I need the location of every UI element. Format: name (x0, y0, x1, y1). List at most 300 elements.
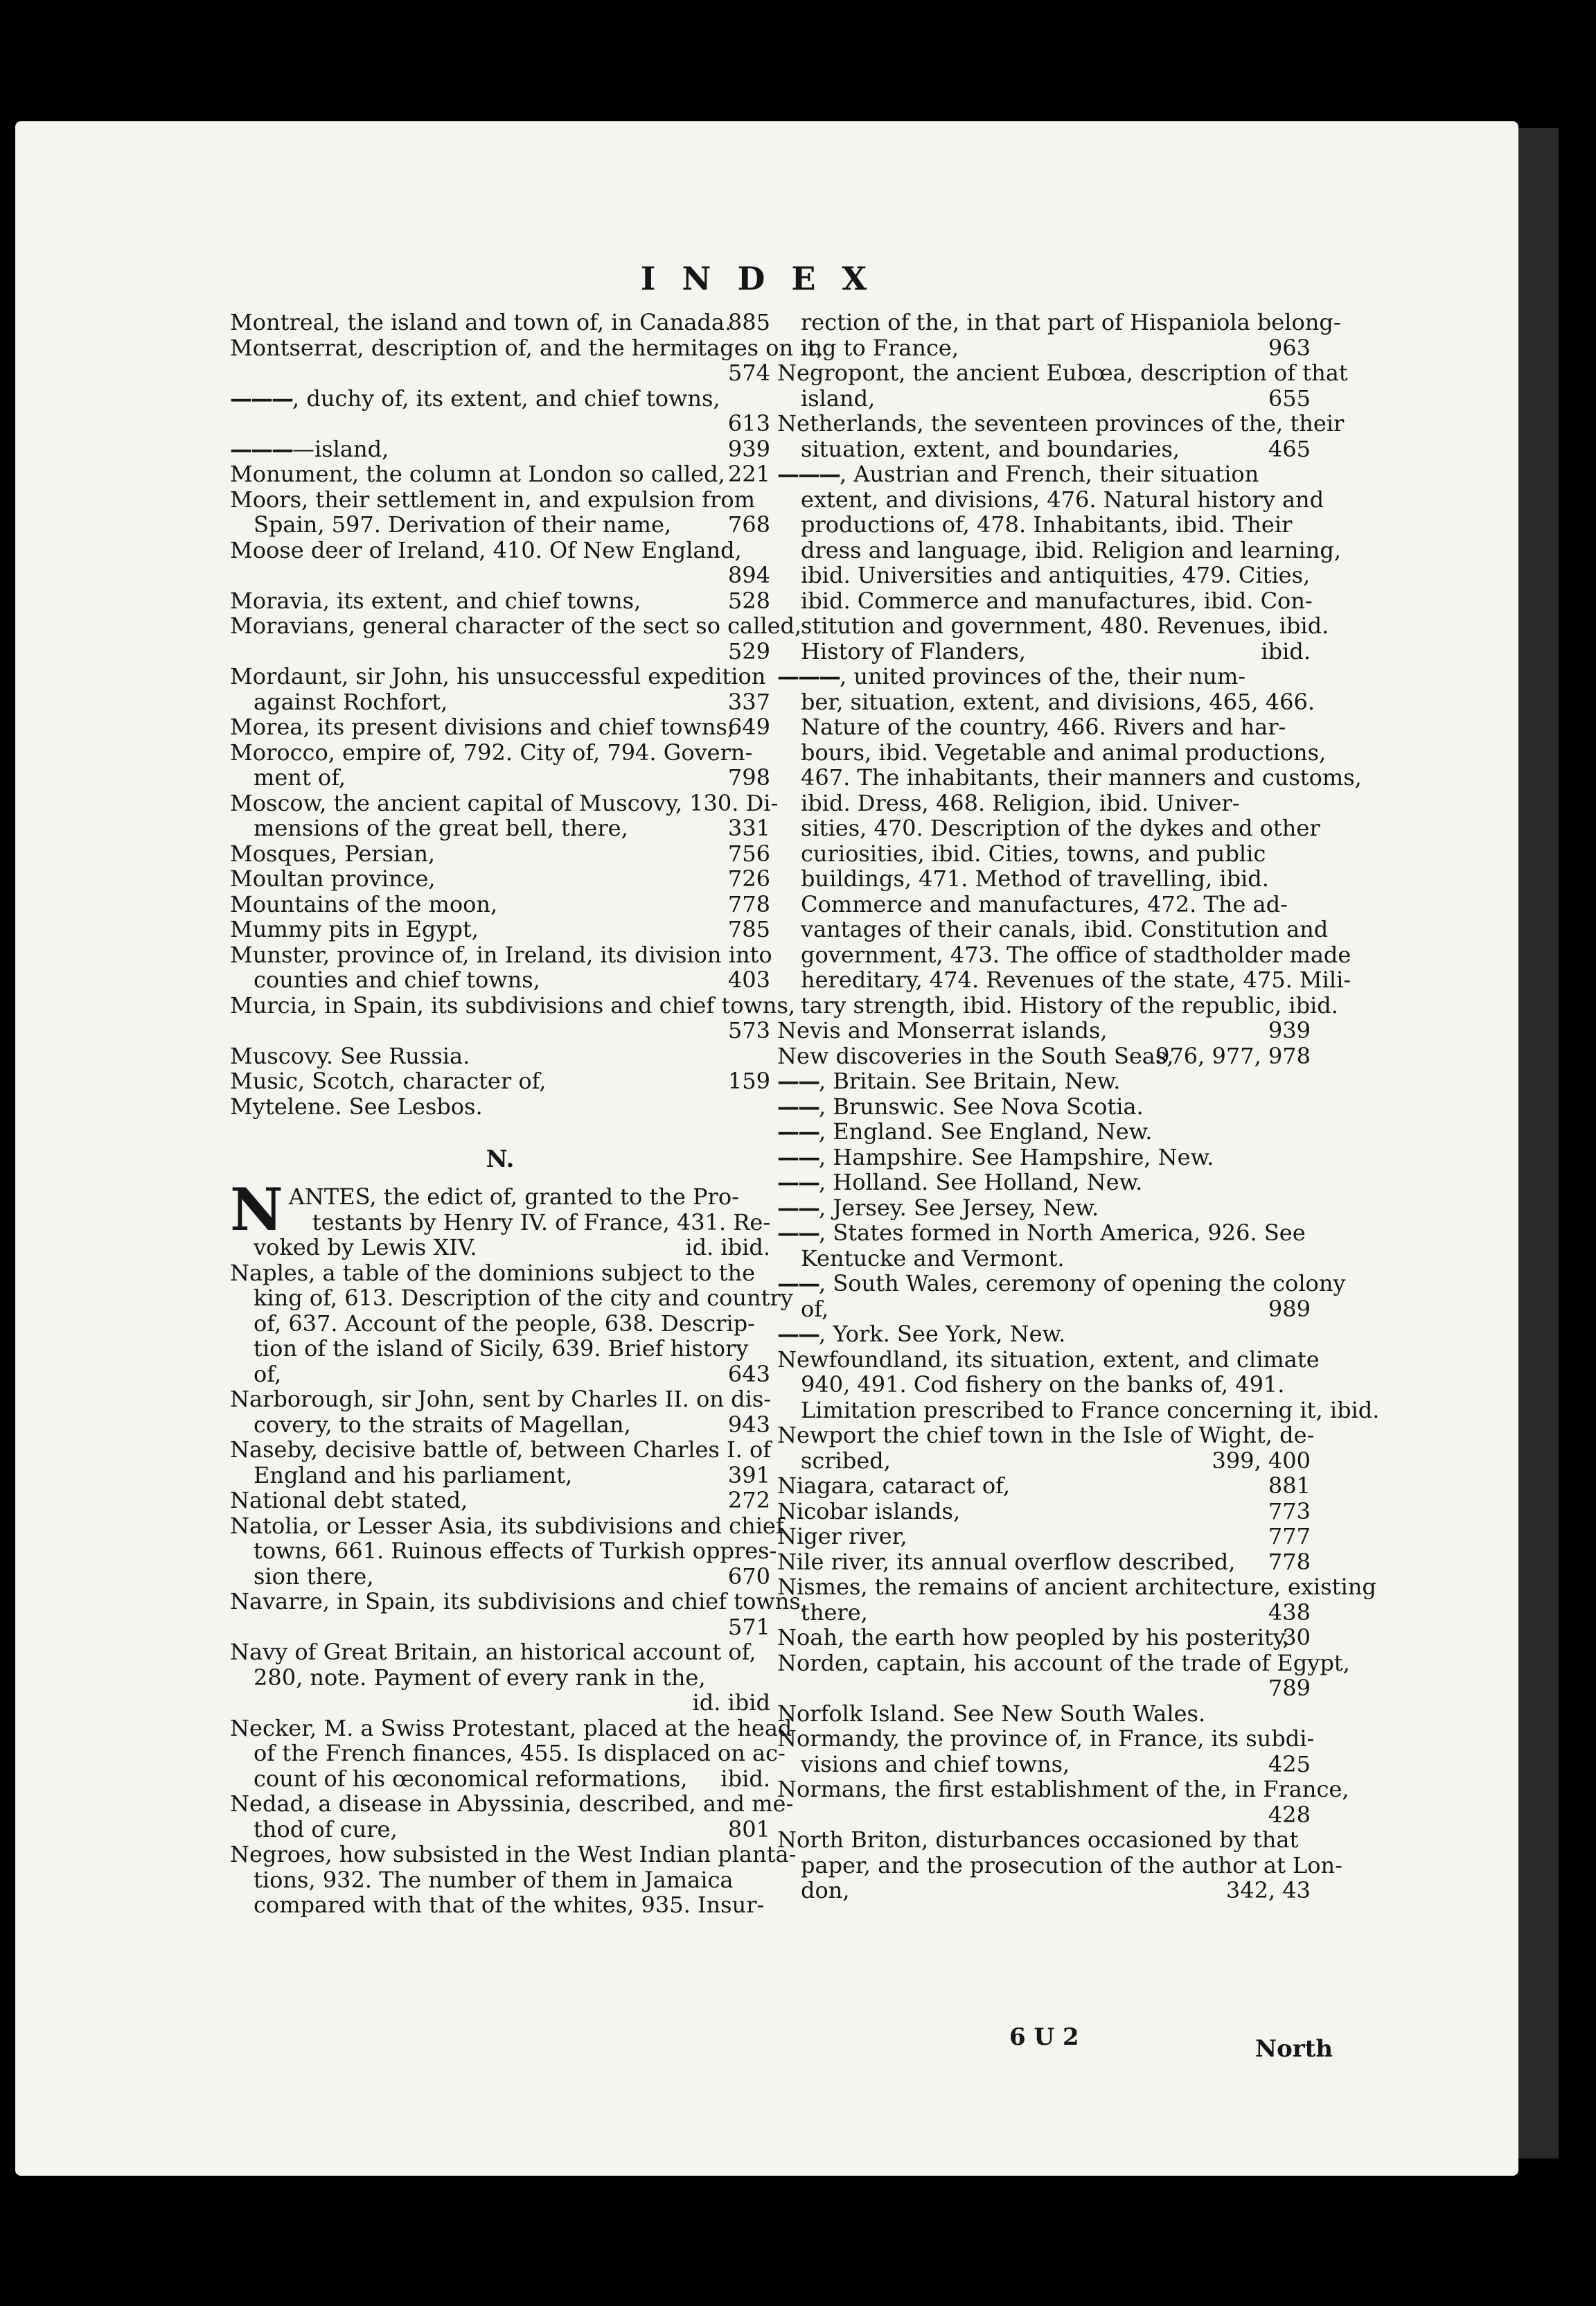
entry-text: counties and chief towns, (254, 967, 540, 993)
index-entry (230, 1512, 784, 1539)
entry-dash: ——— (777, 663, 840, 689)
index-entry (777, 1246, 1311, 1271)
entry-text: island, (801, 385, 876, 412)
entry-text: government, 473. The office of stadtholder made (801, 941, 1351, 968)
index-page-ref: 574 (727, 360, 770, 386)
entry-text (777, 1068, 1304, 1094)
entry-page-ref: 798 (727, 764, 770, 791)
entry-text-part: , Hampshire. See Hampshire, New. (819, 1143, 1214, 1170)
index-entry (230, 588, 770, 614)
entry-text: paper, and the prosecution of the author at Lon- (801, 1851, 1342, 1878)
entry-text-part: , duchy of, its extent, and chief towns, (292, 385, 720, 412)
entry-text: tions, 932. The number of them in Jamaica (254, 1866, 734, 1893)
entry-text: North Briton, disturbances occasioned by that (777, 1827, 1299, 1853)
entry-text: covery, to the straits of Magellan, (254, 1411, 631, 1438)
entry-text: ing to France, (801, 334, 959, 361)
index-entry (777, 739, 1327, 766)
entry-text-part: , Britain. See Britain, New. (819, 1068, 1121, 1094)
entry-page-ref: 885 (727, 309, 770, 335)
entry-text: there, (801, 1599, 868, 1626)
entry-text: vantages of their canals, ibid. Constitution and (801, 916, 1329, 942)
entry-text: 280, note. Payment of every rank in the, (254, 1664, 706, 1691)
right-column (777, 309, 1380, 1903)
entry-text: ber, situation, extent, and divisions, 465, 466. (801, 688, 1315, 715)
entry-page-ref: id. ibid. (685, 1234, 770, 1260)
entry-page-ref: 670 (727, 1563, 770, 1590)
entry-text: Newfoundland, its situation, extent, and climate (777, 1346, 1320, 1373)
index-entry (777, 1396, 1380, 1423)
entry-text (777, 1220, 1304, 1246)
index-entry (230, 1362, 770, 1387)
entry-text: productions of, 478. Inhabitants, ibid. Their (801, 511, 1293, 538)
index-entry (230, 1538, 777, 1564)
index-entry (777, 688, 1315, 715)
index-entry (777, 1018, 1311, 1044)
index-entry (777, 410, 1345, 437)
index-entry (777, 1574, 1376, 1600)
index-page-ref: 894 (727, 562, 770, 588)
index-entry (230, 689, 770, 715)
entry-text: Nicobar islands, (777, 1497, 961, 1524)
index-entry (230, 386, 770, 412)
index-entry (230, 1412, 770, 1438)
entry-text-part: , York. See York, New. (819, 1321, 1066, 1347)
entry-text (777, 664, 1304, 689)
entry-page-ref: 342, 43 (1225, 1877, 1311, 1903)
entry-text: mensions of the great bell, there, (254, 815, 628, 841)
index-entry (777, 1851, 1342, 1878)
index-entry (230, 714, 770, 740)
entry-text: Moravians, general character of the sect so called, (230, 613, 802, 639)
index-entry (777, 1422, 1315, 1448)
index-entry (230, 740, 770, 766)
entry-page-ref: 272 (727, 1487, 770, 1513)
entry-dash: —— (777, 1068, 819, 1094)
entry-text: 940, 491. Cod fishery on the banks of, 491. (801, 1371, 1285, 1398)
entry-page-ref: 726 (727, 865, 770, 892)
index-entry (230, 992, 796, 1019)
index-entry (777, 1625, 1311, 1651)
index-entry (230, 1488, 770, 1513)
entry-dash: —— (777, 1169, 819, 1195)
entry-text (230, 437, 721, 462)
entry-text: compared with that of the whites, 935. Insur- (254, 1892, 765, 1918)
entry-page-ref: 976, 977, 978 (1155, 1042, 1311, 1069)
index-entry (230, 487, 770, 513)
index-entry (777, 1346, 1320, 1373)
index-entry (230, 866, 770, 892)
index-entry (777, 1145, 1311, 1170)
entry-dash: —— (777, 1270, 819, 1296)
entry-text: ibid. Commerce and manufactures, ibid. Con- (801, 587, 1313, 614)
entry-text: buildings, 471. Method of travelling, ibid. (801, 865, 1269, 892)
entry-text: curiosities, ibid. Cities, towns, and public (801, 840, 1266, 867)
index-entry (777, 1701, 1311, 1727)
entry-text: Mordaunt, sir John, his unsuccessful expedition (230, 663, 766, 689)
entry-text (777, 1119, 1304, 1145)
entry-text-part: , England. See England, New. (819, 1118, 1153, 1145)
adjacent-page-edge (1517, 128, 1559, 2158)
entry-text: sion there, (254, 1563, 374, 1590)
entry-page-ref: 331 (727, 815, 770, 841)
index-entry (777, 536, 1341, 563)
index-entry (230, 1437, 770, 1463)
index-entry (777, 437, 1311, 462)
entry-text: of, (254, 1360, 282, 1387)
entry-text: dress and language, ibid. Religion and learning, (801, 536, 1341, 563)
index-entry (230, 1892, 770, 1918)
entry-text: stitution and government, 480. Revenues, ibid. (801, 613, 1329, 639)
index-entry (230, 310, 770, 335)
entry-text: situation, extent, and boundaries, (801, 435, 1180, 462)
entry-text: Mountains of the moon, (230, 890, 498, 917)
index-entry (230, 967, 770, 993)
entry-text: Necker, M. a Swiss Protestant, placed at the head (230, 1714, 792, 1741)
index-entry (230, 1463, 770, 1488)
index-entry (777, 1827, 1311, 1853)
index-entry (777, 791, 1311, 816)
entry-text: Moors, their settlement in, and expulsion from (230, 486, 755, 513)
index-entry (230, 892, 770, 917)
index-entry (230, 765, 770, 791)
index-entry (777, 1600, 1311, 1626)
entry-page-ref: 221 (727, 461, 770, 487)
entry-text: New discoveries in the South Seas, (777, 1042, 1174, 1069)
index-entry (777, 1776, 1349, 1802)
index-entry (777, 1499, 1311, 1524)
entry-page-ref: 778 (727, 890, 770, 917)
entry-page-ref: 989 (1268, 1295, 1311, 1322)
entry-page-ref: 465 (1268, 435, 1311, 462)
entry-text: Narborough, sir John, sent by Charles II. on dis- (230, 1386, 772, 1412)
entry-text: Spain, 597. Derivation of their name, (254, 511, 672, 538)
entry-page-ref: 30 (1282, 1624, 1311, 1651)
index-entry (230, 1841, 797, 1867)
entry-text: Newport the chief town in the Isle of Wight, de- (777, 1422, 1315, 1448)
entry-text: Noah, the earth how peopled by his posterity, (777, 1624, 1290, 1651)
entry-page-ref: 399, 400 (1212, 1447, 1311, 1474)
entry-text: Kentucke and Vermont. (801, 1244, 1065, 1271)
index-entry (230, 1766, 770, 1792)
entry-page-ref: 939 (727, 435, 770, 462)
entry-page-ref: 425 (1268, 1750, 1311, 1777)
index-entry (777, 764, 1362, 791)
index-entry (230, 1588, 808, 1614)
index-entry (230, 538, 770, 563)
index-entry (777, 1170, 1311, 1195)
entry-text: Nature of the country, 466. Rivers and har- (801, 714, 1286, 740)
entry-text: Montserrat, description of, and the hermitages on it, (230, 334, 824, 361)
entry-page-ref: 768 (727, 511, 770, 538)
index-entry (777, 335, 1311, 361)
index-entry (230, 1639, 770, 1665)
index-entry (777, 563, 1311, 588)
index-entry (777, 1068, 1311, 1094)
index-entry (230, 334, 824, 361)
entry-page-ref: 943 (727, 1411, 770, 1438)
entry-text: Nismes, the remains of ancient architecture, existing (777, 1574, 1376, 1600)
entry-text: Munster, province of, in Ireland, its division into (230, 941, 772, 968)
entry-text: Netherlands, the seventeen provinces of the, their (777, 410, 1345, 437)
entry-text: Montreal, the island and town of, in Canada. (230, 309, 732, 335)
entry-text (777, 1094, 1304, 1120)
entry-text: count of his œconomical reformations, (254, 1765, 688, 1792)
entry-text-part: , South Wales, ceremony of opening the colony (819, 1270, 1346, 1296)
index-entry (777, 1195, 1311, 1221)
index-page-ref: 613 (727, 410, 770, 437)
index-entry (777, 841, 1311, 867)
index-entry (230, 1665, 770, 1691)
entry-page-ref: 655 (1268, 385, 1311, 412)
entry-text: hereditary, 474. Revenues of the state, 475. Mili- (801, 967, 1351, 993)
entry-text: Natolia, or Lesser Asia, its subdivisions and chief (230, 1512, 784, 1539)
entry-text: ibid. Dress, 468. Religion, ibid. Univer- (801, 789, 1240, 816)
entry-text (777, 1195, 1304, 1221)
entry-text: of, (801, 1295, 829, 1322)
entry-text: Niger river, (777, 1523, 907, 1549)
entry-text: bours, ibid. Vegetable and animal productions, (801, 739, 1327, 766)
entry-text: rection of the, in that part of Hispaniola belong- (801, 309, 1341, 335)
index-entry (777, 714, 1311, 740)
index-entry (777, 1524, 1311, 1549)
entry-page-ref: 528 (727, 587, 770, 614)
entry-text: Mummy pits in Egypt, (230, 916, 479, 942)
index-entry (777, 309, 1341, 335)
entry-text: extent, and divisions, 476. Natural history and (801, 486, 1324, 513)
entry-text: towns, 661. Ruinous effects of Turkish oppres- (254, 1538, 777, 1564)
entry-text: Morea, its present divisions and chief towns, (230, 714, 735, 740)
index-entry (777, 1725, 1315, 1752)
drop-cap: N (230, 1175, 283, 1244)
entry-text: sities, 470. Description of the dykes and other (801, 815, 1320, 841)
entry-text: Mytelene. See Lesbos. (230, 1093, 483, 1120)
entry-text: Moravia, its extent, and chief towns, (230, 587, 641, 614)
index-entry (230, 1564, 770, 1590)
entry-page-ref: 963 (1268, 334, 1311, 361)
entry-text: visions and chief towns, (801, 1750, 1070, 1777)
index-entry (777, 1094, 1311, 1120)
index-entry (230, 1387, 770, 1412)
index-entry (230, 1285, 793, 1311)
entry-page-ref: 785 (727, 916, 770, 942)
index-entry (777, 1473, 1311, 1499)
entry-text: Niagara, cataract of, (777, 1472, 1010, 1499)
entry-text: tary strength, ibid. History of the republic, ibid. (801, 992, 1338, 1019)
index-page-ref: 529 (727, 637, 770, 664)
entry-text: voked by Lewis XIV. (254, 1234, 477, 1260)
index-entry (230, 917, 770, 942)
entry-text: tion of the island of Sicily, 639. Brief history (254, 1335, 749, 1362)
index-entry (777, 588, 1311, 614)
entry-text-part: , united provinces of the, their num- (840, 663, 1246, 689)
index-entry (777, 1270, 1346, 1296)
index-page-ref: 571 (727, 1613, 770, 1640)
entry-text: Limitation prescribed to France concerning it, ibid. (801, 1396, 1380, 1423)
index-entry (777, 992, 1338, 1019)
index-entry (777, 1296, 1311, 1322)
entry-text (777, 1321, 1304, 1347)
entry-text: Music, Scotch, character of, (230, 1068, 547, 1094)
index-page-ref: 428 (1268, 1801, 1311, 1828)
index-entry (777, 512, 1311, 538)
entry-text (777, 1145, 1304, 1170)
entry-text (777, 461, 1304, 487)
index-entry (777, 1549, 1311, 1575)
entry-text: Monument, the column at London so called, (230, 461, 725, 487)
index-entry (777, 613, 1329, 639)
index-entry (230, 942, 770, 968)
index-entry (230, 1044, 770, 1069)
index-entry (230, 1714, 792, 1741)
entry-text: ANTES, the edict of, granted to the Pro- (288, 1183, 739, 1210)
index-page-ref: 789 (1268, 1675, 1311, 1701)
entry-text: against Rochfort, (254, 688, 448, 715)
entry-page-ref: 438 (1268, 1599, 1311, 1626)
entry-text: Morocco, empire of, 792. City of, 794. Govern- (230, 739, 753, 766)
index-entry (230, 461, 770, 487)
entry-text: Moscow, the ancient capital of Muscovy, 130. Di- (230, 789, 779, 816)
index-entry (777, 1044, 1311, 1069)
entry-text: Nile river, its annual overflow described, (777, 1548, 1236, 1575)
entry-text: National debt stated, (230, 1487, 468, 1513)
entry-text: of, 637. Account of the people, 638. Descrip- (254, 1310, 755, 1337)
entry-text: Moultan province, (230, 865, 436, 892)
entry-dash: ——— (777, 461, 840, 487)
entry-text-part: , States formed in North America, 926. See (819, 1220, 1306, 1246)
entry-page-ref: 756 (727, 840, 770, 867)
entry-text: ment of, (254, 764, 346, 791)
index-entry (777, 1119, 1311, 1145)
entry-text-part: —island, (292, 435, 389, 462)
index-entry (230, 1867, 770, 1893)
entry-page-ref: ibid. (720, 1765, 770, 1792)
entry-page-ref: 881 (1268, 1472, 1311, 1499)
entry-page-ref: 801 (727, 1815, 770, 1842)
signature-mark: 6 U 2 (1009, 2023, 1079, 2051)
entry-dash: —— (777, 1220, 819, 1246)
index-entry (230, 841, 770, 867)
index-page (15, 121, 1518, 2176)
entry-text: Navy of Great Britain, an historical account of, (230, 1639, 756, 1665)
entry-page-ref: 939 (1268, 1017, 1311, 1044)
entry-page-ref: 773 (1268, 1497, 1311, 1524)
entry-text: Negropont, the ancient Eubœa, description of that (777, 360, 1348, 386)
index-entry (777, 386, 1311, 412)
index-entry (230, 1790, 794, 1817)
entry-text: Norfolk Island. See New South Wales. (777, 1700, 1206, 1727)
entry-text: Norden, captain, his account of the trade of Egypt, (777, 1649, 1350, 1676)
entry-text: Commerce and manufactures, 472. The ad- (801, 890, 1288, 917)
entry-dash: —— (777, 1143, 819, 1170)
entry-dash: ——— (230, 435, 292, 462)
entry-page-ref: 778 (1268, 1548, 1311, 1575)
entry-dash: ——— (230, 385, 292, 412)
entry-text: Nevis and Monserrat islands, (777, 1017, 1108, 1044)
entry-text: Nedad, a disease in Abyssinia, described, and me- (230, 1790, 794, 1817)
entry-dash: —— (777, 1321, 819, 1347)
index-entry (230, 613, 802, 639)
index-entry (777, 639, 1311, 664)
index-entry (777, 916, 1329, 942)
index-entry (777, 461, 1311, 487)
entry-text: England and his parliament, (254, 1461, 573, 1488)
left-column (230, 309, 824, 1918)
index-page-ref: 573 (727, 1017, 770, 1044)
index-entry (777, 664, 1311, 689)
catchword: North (1255, 2035, 1333, 2063)
entry-page-ref: 777 (1268, 1523, 1311, 1549)
entry-page-ref: ibid. (1261, 637, 1311, 664)
index-entry (230, 1260, 770, 1286)
section-heading: N. (486, 1145, 515, 1173)
entry-text-part: , Holland. See Holland, New. (819, 1169, 1143, 1195)
entry-dash: —— (777, 1194, 819, 1221)
entry-text: Normans, the first establishment of the, in France, (777, 1776, 1349, 1802)
index-entry (777, 1878, 1311, 1903)
entry-page-ref: 337 (727, 688, 770, 715)
entry-text: Naseby, decisive battle of, between Charles I. of (230, 1436, 772, 1463)
entry-text: testants by Henry IV. of France, 431. Re- (312, 1208, 771, 1235)
entry-dash: —— (777, 1093, 819, 1120)
entry-text-part: , Jersey. See Jersey, New. (819, 1194, 1099, 1221)
entry-text: 467. The inhabitants, their manners and customs, (801, 764, 1362, 791)
index-entry (777, 360, 1348, 386)
index-entry (230, 512, 770, 538)
entry-text: scribed, (801, 1447, 891, 1474)
index-entry (289, 1210, 770, 1235)
index-entry (777, 1321, 1311, 1347)
index-entry (777, 815, 1320, 841)
entry-text: ibid. Universities and antiquities, 479. Cities, (801, 562, 1311, 588)
index-entry (777, 1752, 1311, 1777)
entry-text: of the French finances, 455. Is displaced on ac- (254, 1740, 786, 1766)
index-entry (777, 1649, 1350, 1676)
entry-text: Navarre, in Spain, its subdivisions and chief towns, (230, 1588, 808, 1614)
index-entry (777, 486, 1324, 513)
entry-text: don, (801, 1877, 850, 1903)
index-entry (777, 892, 1311, 917)
entry-text: Negroes, how subsisted in the West Indian planta- (230, 1841, 797, 1867)
index-entry (777, 1372, 1311, 1398)
entry-text: king of, 613. Description of the city and country (254, 1285, 793, 1311)
index-entry (230, 1068, 770, 1094)
index-entry (230, 1094, 770, 1120)
entry-text-part: , Brunswic. See Nova Scotia. (819, 1093, 1144, 1120)
index-entry (230, 437, 770, 462)
entry-text (777, 1170, 1304, 1195)
index-entry (777, 866, 1311, 892)
entry-text-part: , Austrian and French, their situation (840, 461, 1259, 487)
entry-page-ref: 391 (727, 1461, 770, 1488)
entry-page-ref: 643 (727, 1360, 770, 1387)
index-entry (777, 1448, 1311, 1474)
index-entry (230, 1311, 770, 1337)
index-entry (230, 1336, 770, 1362)
index-entry (230, 1235, 770, 1260)
entry-page-ref: 649 (727, 714, 770, 740)
page-header: INDEX (640, 260, 894, 297)
entry-text: Mosques, Persian, (230, 840, 436, 867)
index-entry (230, 1817, 770, 1842)
index-entry (230, 1740, 786, 1766)
entry-text: Moose deer of Ireland, 410. Of New England, (230, 536, 742, 563)
entry-text: thod of cure, (254, 1815, 398, 1842)
index-page-ref: id. ibid (692, 1689, 770, 1716)
entry-text: Naples, a table of the dominions subject to the (230, 1259, 756, 1286)
entry-text: Normandy, the province of, in France, its subdi- (777, 1725, 1315, 1752)
entry-text: Murcia, in Spain, its subdivisions and chief towns, (230, 992, 796, 1019)
entry-dash: —— (777, 1118, 819, 1145)
